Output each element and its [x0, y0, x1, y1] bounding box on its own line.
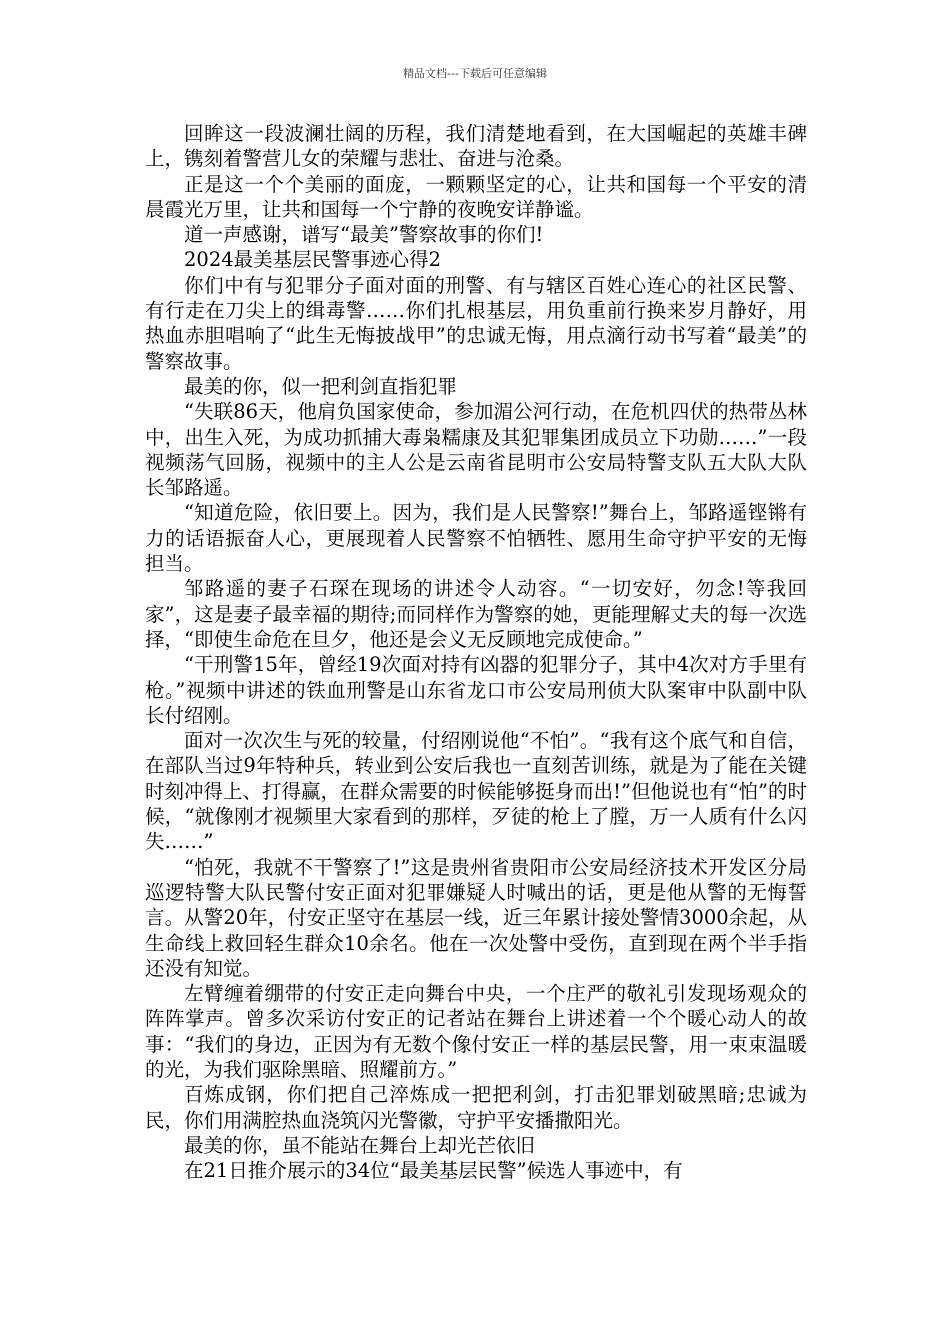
document-body	[145, 121, 807, 1183]
paragraph: 在21日推介展示的34位“最美基层民警”候选人事迹中，有	[184, 1159, 683, 1183]
subheading: 最美的你，虽不能站在舞台上却光芒依旧	[184, 1133, 536, 1157]
paragraph: 邹路遥的妻子石琛在现场的讲述令人动容。“一切安好，勿念!等我回家”，这是妻子最幸福的期待;而同样作为警察的她，更能理解丈夫的每一次选择，“即使生命危在旦夕，他还是会义无反顾地完成使命。”	[145, 577, 807, 651]
paragraph: 你们中有与犯罪分子面对面的刑警、有与辖区百姓心连心的社区民警、有行走在刀尖上的缉毒警……你们扎根基层，用负重前行换来岁月静好，用热血赤胆唱响了“此生无悔披战甲”的忠诚无悔，用点滴行动书写着“最美”的警察故事。	[145, 273, 807, 373]
paragraph: “失联86天，他肩负国家使命，参加湄公河行动，在危机四伏的热带丛林中，出生入死，为成功抓捕大毒枭糯康及其犯罪集团成员立下功勋……”一段视频荡气回肠，视频中的主人公是云南省昆明市公安局特警支队五大队大队长邹路遥。	[145, 400, 807, 500]
paragraph: 正是这一个个美丽的面庞，一颗颗坚定的心，让共和国每一个平安的清晨霞光万里，让共和国每一个宁静的夜晚安详静谧。	[145, 172, 807, 221]
paragraph: 道一声感谢，谱写“最美”警察故事的你们!	[184, 223, 544, 247]
paragraph: 左臂缠着绷带的付安正走向舞台中央，一个庄严的敬礼引发现场观众的阵阵掌声。曾多次采访付安正的记者站在舞台上讲述着一个个暖心动人的故事：“我们的身边，正因为有无数个像付安正一样的基层民警，用一束束温暖的光，为我们驱除黑暗、照耀前方。”	[145, 982, 807, 1081]
section-heading: 2024最美基层民警事迹心得2	[184, 248, 442, 272]
page-header: 精品文档---下载后可任意编辑	[403, 67, 547, 80]
paragraph: “怕死，我就不干警察了!”这是贵州省贵阳市公安局经济技术开发区分局巡逻特警大队民警付安正面对犯罪嫌疑人时喊出的话，更是他从警的无悔誓言。从警20年，付安正坚守在基层一线，近三年累计接处警情3000余起，从生命线上救回轻生群众10余名。他在一次处警中受伤，直到现在两个半手指还没有知觉。	[145, 855, 807, 980]
paragraph: “干刑警15年，曾经19次面对持有凶器的犯罪分子，其中4次对方手里有枪。”视频中讲述的铁血刑警是山东省龙口市公安局刑侦大队案审中队副中队长付绍刚。	[145, 653, 807, 727]
paragraph: “知道危险，依旧要上。因为，我们是人民警察!”舞台上，邹路遥铿锵有力的话语振奋人心，更展现着人民警察不怕牺牲、愿用生命守护平安的无悔担当。	[145, 501, 807, 576]
subheading: 最美的你，似一把利剑直指犯罪	[184, 374, 458, 398]
paragraph: 回眸这一段波澜壮阔的历程，我们清楚地看到，在大国崛起的英雄丰碑上，镌刻着警营儿女的荣耀与悲壮、奋进与沧桑。	[145, 122, 807, 171]
paragraph: 面对一次次生与死的较量，付绍刚说他“不怕”。“我有这个底气和自信，在部队当过9年特种兵，转业到公安后我也一直刻苦训练，就是为了能在关键时刻冲得上、打得赢，在群众需要的时候能够挺身而出!”但他说也有“怕”的时候，“就像刚才视频里大家看到的那样，歹徒的枪上了膛，万一人质有什么闪失……”	[145, 729, 807, 854]
paragraph: 百炼成钢，你们把自己淬炼成一把把利剑，打击犯罪划破黑暗;忠诚为民，你们用满腔热血浇筑闪光警徽，守护平安播撒阳光。	[145, 1083, 807, 1132]
